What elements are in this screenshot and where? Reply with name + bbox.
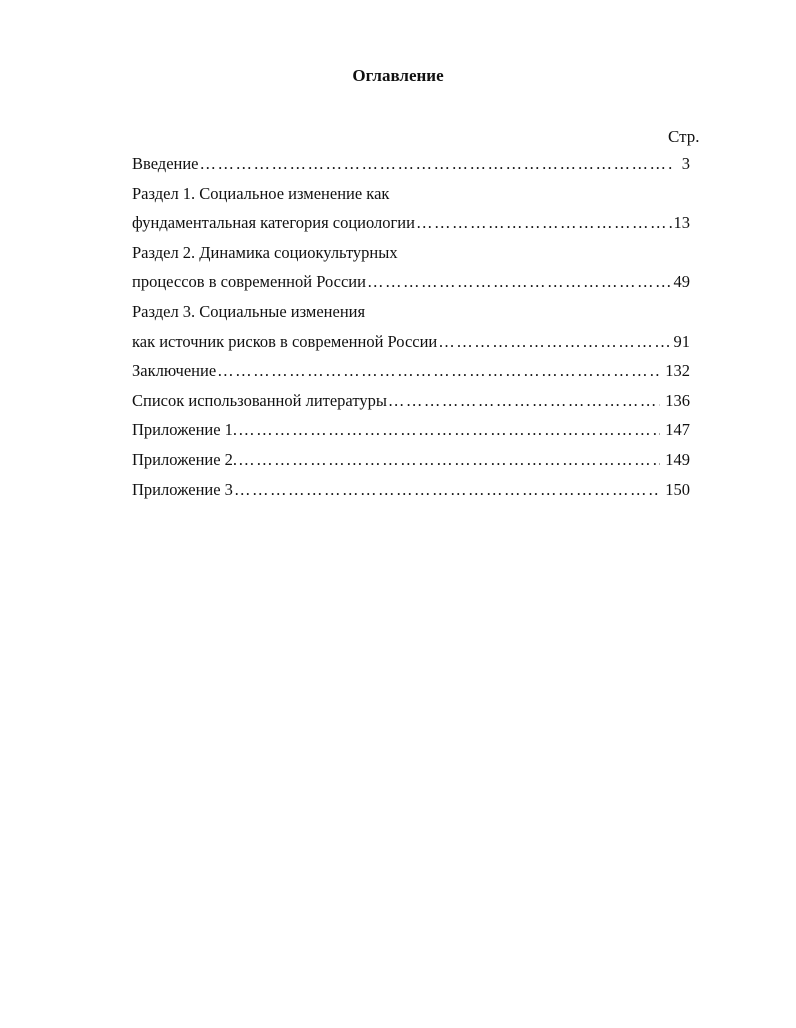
toc-entry-section-1[interactable] [132,211,690,241]
toc-entry-page: 147 [665,420,690,440]
toc-entry-page: 136 [665,390,690,410]
toc-entry-page: 3 [681,154,690,173]
table-of-contents [132,152,690,507]
toc-title: Оглавление [352,66,444,85]
toc-entry-section-3-heading: Раздел 3. Социальные изменения [132,301,366,321]
dot-leader [388,389,660,413]
page-column-label: Стр. [668,127,700,146]
toc-entry-text: как источник рисков в современной России [132,331,438,351]
toc-entry-appendix-2[interactable] [132,448,690,478]
toc-entry-references[interactable] [132,389,690,419]
dot-leader [234,478,660,502]
toc-entry-text: Введение [132,154,199,173]
toc-entry-page: 132 [665,361,690,381]
toc-entry-appendix-1[interactable] [132,418,690,448]
toc-entry-section-2[interactable] [132,270,690,300]
toc-entry-page: 149 [665,449,690,469]
toc-entry-text: Приложение 3 [132,479,233,499]
dot-leader [438,330,671,354]
toc-entry-text: процессов в современной России [132,272,366,292]
dot-leader [238,448,660,472]
toc-entry-section-1-heading: Раздел 1. Социальное изменение как [132,183,390,203]
toc-entry-introduction[interactable] [132,152,690,182]
toc-entry-page: 13 [673,213,690,233]
toc-entry-conclusion[interactable] [132,359,690,389]
toc-entry-text: Приложение 1. [132,420,238,440]
toc-entry-page: 49 [673,272,690,292]
toc-entry-page: 150 [665,479,690,499]
dot-leader [200,152,672,176]
dot-leader [217,359,660,383]
toc-entry-appendix-3[interactable] [132,478,690,508]
toc-entry-text: Приложение 2. [132,449,238,469]
dot-leader [416,211,672,235]
toc-entry-section-3[interactable] [132,330,690,360]
toc-entry-text: фундаментальная категория социологии [132,213,415,233]
toc-entry-text: Заключение [132,361,217,381]
dot-leader [238,418,660,442]
toc-entry-section-2-heading: Раздел 2. Динамика социокультурных [132,242,398,262]
dot-leader [367,270,672,294]
toc-entry-text: Список использованной литературы [132,390,387,410]
toc-entry-page: 91 [673,331,690,351]
